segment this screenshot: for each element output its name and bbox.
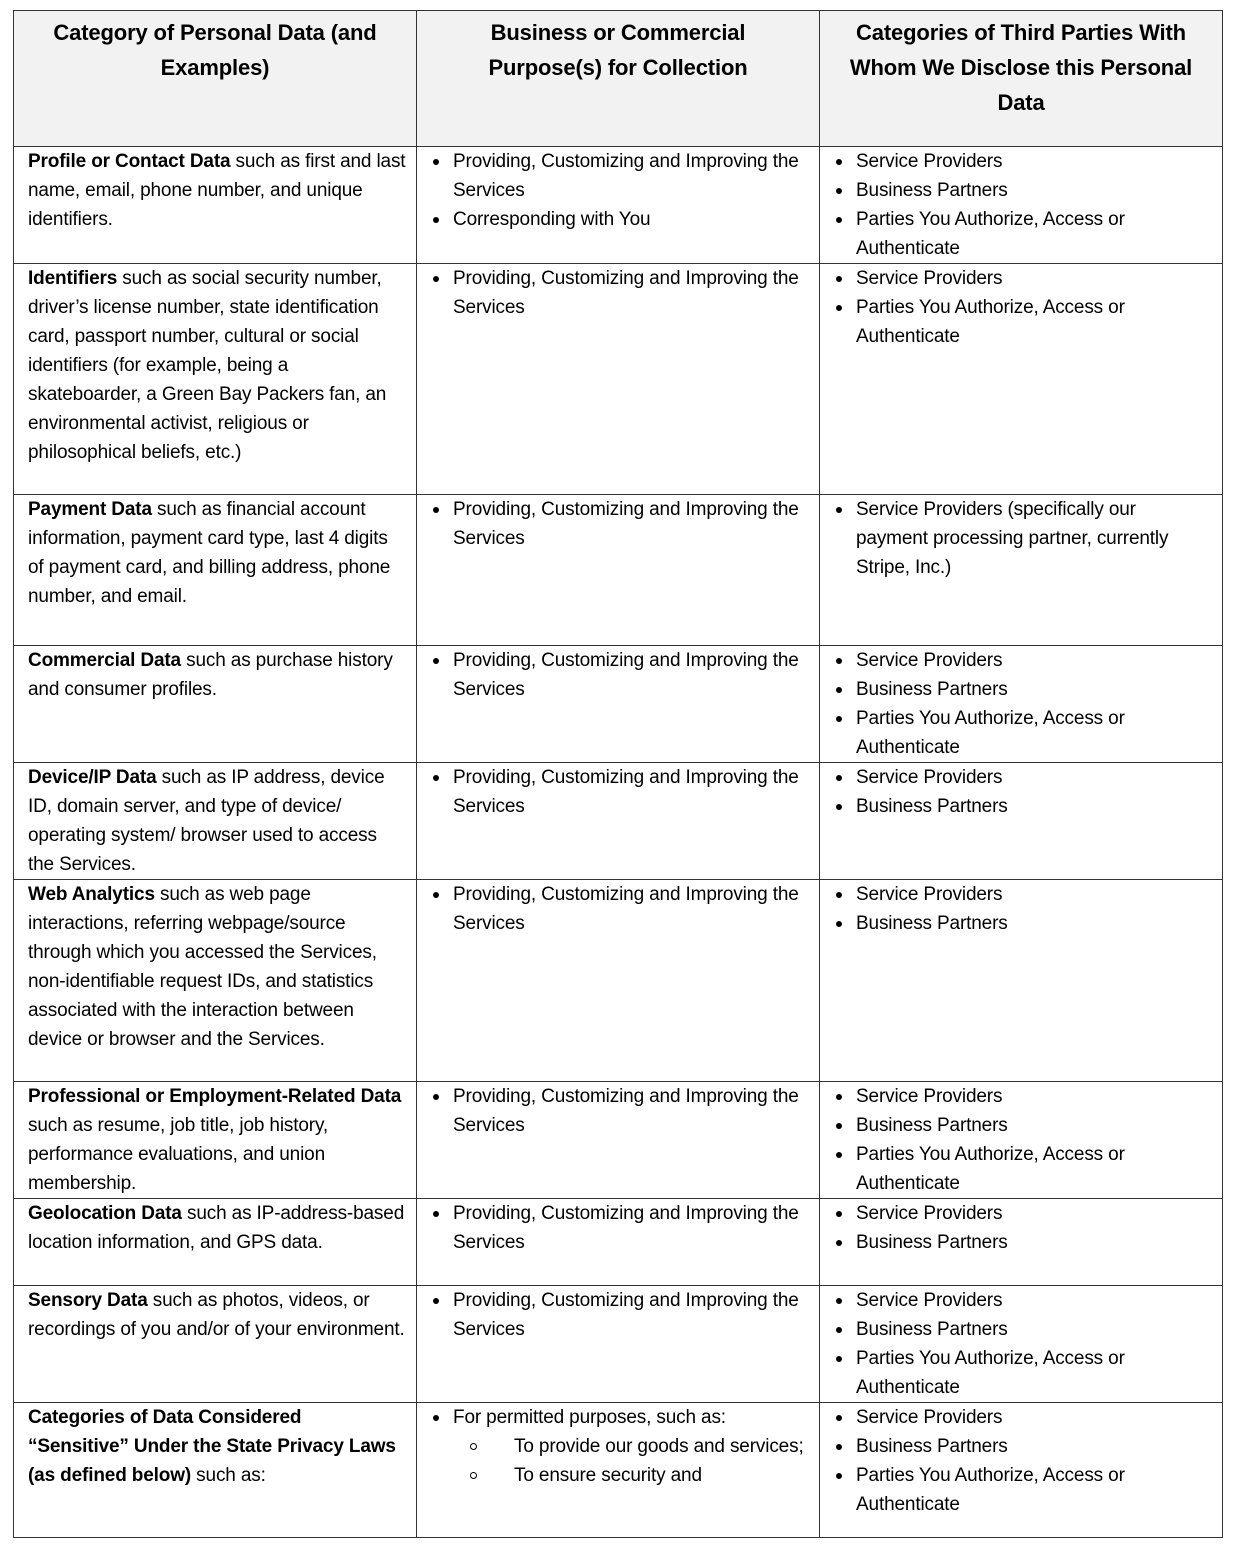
third-parties-list: [834, 264, 1212, 351]
category-cell: [14, 1286, 417, 1403]
category-name: Professional or Employment-Related Data: [28, 1086, 402, 1107]
header-purpose: Business or Commercial Purpose(s) for Collection: [417, 11, 820, 147]
category-examples: such as purchase history and consumer profiles.: [28, 650, 393, 700]
category-examples: such as social security number, driver’s license number, state identification card, passport number, cultural or social identifiers (for example, being a skateboarder, a Green Bay Packers fan, an environmental activist, religious or philosophical beliefs, etc.): [28, 268, 387, 463]
category-examples: such as:: [191, 1465, 266, 1486]
purpose-cell: [417, 880, 820, 1082]
purpose-list: [431, 1082, 809, 1140]
third-parties-cell: [820, 646, 1223, 763]
purpose-item: Providing, Customizing and Improving the Services: [431, 880, 809, 938]
purpose-list: [431, 264, 809, 322]
third-party-item: Business Partners: [834, 176, 1212, 205]
header-row: [14, 11, 1223, 147]
category-name: Payment Data: [28, 499, 152, 520]
third-parties-cell: [820, 880, 1223, 1082]
third-party-item: Parties You Authorize, Access or Authenticate: [834, 205, 1212, 263]
header-third-parties: Categories of Third Parties With Whom We Disclose this Personal Data: [820, 11, 1223, 147]
purpose-item: Providing, Customizing and Improving the Services: [431, 264, 809, 322]
third-party-item: Business Partners: [834, 792, 1212, 821]
category-examples: such as IP address, device ID, domain server, and type of device/ operating system/ browser used to access the Services.: [28, 767, 385, 875]
third-party-item: Service Providers: [834, 880, 1212, 909]
third-party-item: Parties You Authorize, Access or Authenticate: [834, 293, 1212, 351]
purpose-cell: [417, 1199, 820, 1286]
purpose-list: [431, 495, 809, 553]
third-parties-cell: [820, 1286, 1223, 1403]
third-party-item: Parties You Authorize, Access or Authenticate: [834, 1461, 1212, 1519]
third-parties-cell: [820, 495, 1223, 646]
third-party-item: Service Providers: [834, 264, 1212, 293]
purpose-list: [431, 880, 809, 938]
category-name: Commercial Data: [28, 650, 181, 671]
category-cell: [14, 646, 417, 763]
purpose-item: Corresponding with You: [431, 205, 809, 234]
table-row: [14, 646, 1223, 763]
purpose-list: [431, 1199, 809, 1257]
purpose-cell: [417, 1082, 820, 1199]
purpose-cell: [417, 495, 820, 646]
purpose-cell: [417, 147, 820, 264]
category-cell: [14, 763, 417, 880]
third-parties-list: [834, 495, 1212, 582]
third-party-item: Business Partners: [834, 1111, 1212, 1140]
third-parties-list: [834, 763, 1212, 821]
purpose-list: [431, 646, 809, 704]
purpose-item: Providing, Customizing and Improving the Services: [431, 646, 809, 704]
category-name: Categories of Data Considered “Sensitive” Under the State Privacy Laws (as defined below): [28, 1407, 396, 1486]
purpose-cell: [417, 1403, 820, 1538]
category-cell: [14, 1199, 417, 1286]
purpose-item: Providing, Customizing and Improving the Services: [431, 495, 809, 553]
header-category: Category of Personal Data (and Examples): [14, 11, 417, 147]
purpose-cell: [417, 763, 820, 880]
third-parties-list: [834, 646, 1212, 762]
personal-data-table: [13, 10, 1223, 1538]
category-cell: [14, 495, 417, 646]
purpose-subitem: To ensure security and: [431, 1461, 809, 1490]
third-parties-list: [834, 1286, 1212, 1402]
category-examples: such as resume, job title, job history, performance evaluations, and union membership.: [28, 1115, 329, 1194]
third-party-item: Service Providers: [834, 646, 1212, 675]
third-parties-cell: [820, 147, 1223, 264]
third-party-item: Business Partners: [834, 1432, 1212, 1461]
category-cell: [14, 880, 417, 1082]
purpose-list: [431, 1403, 809, 1490]
third-parties-list: [834, 147, 1212, 263]
third-parties-cell: [820, 1403, 1223, 1538]
purpose-list: [431, 763, 809, 821]
table-row: [14, 880, 1223, 1082]
third-party-item: Service Providers: [834, 147, 1212, 176]
third-parties-cell: [820, 1199, 1223, 1286]
third-party-item: Service Providers: [834, 1286, 1212, 1315]
purpose-item: Providing, Customizing and Improving the Services: [431, 763, 809, 821]
third-party-item: Service Providers: [834, 1082, 1212, 1111]
third-parties-list: [834, 880, 1212, 938]
table-row: [14, 763, 1223, 880]
purpose-list: [431, 1286, 809, 1344]
category-name: Device/IP Data: [28, 767, 157, 788]
third-parties-cell: [820, 763, 1223, 880]
third-party-item: Service Providers: [834, 1403, 1212, 1432]
third-parties-cell: [820, 1082, 1223, 1199]
third-party-item: Business Partners: [834, 675, 1212, 704]
third-party-item: Business Partners: [834, 1315, 1212, 1344]
third-party-item: Service Providers: [834, 763, 1212, 792]
third-parties-list: [834, 1403, 1212, 1519]
third-party-item: Business Partners: [834, 909, 1212, 938]
category-examples: such as first and last name, email, phone number, and unique identifiers.: [28, 151, 406, 230]
table-row: [14, 1199, 1223, 1286]
category-cell: [14, 147, 417, 264]
third-party-item: Parties You Authorize, Access or Authenticate: [834, 704, 1212, 762]
category-cell: [14, 1403, 417, 1538]
purpose-item: Providing, Customizing and Improving the Services: [431, 1286, 809, 1344]
third-party-item: Service Providers (specifically our payment processing partner, currently Stripe, Inc.): [834, 495, 1212, 582]
category-name: Web Analytics: [28, 884, 155, 905]
table-row: [14, 1403, 1223, 1538]
third-party-item: Parties You Authorize, Access or Authenticate: [834, 1344, 1212, 1402]
purpose-item: Providing, Customizing and Improving the Services: [431, 147, 809, 205]
category-name: Profile or Contact Data: [28, 151, 231, 172]
category-cell: [14, 264, 417, 495]
table-row: [14, 1082, 1223, 1199]
third-parties-list: [834, 1199, 1212, 1257]
purpose-item: For permitted purposes, such as:: [431, 1403, 809, 1432]
table-row: [14, 495, 1223, 646]
third-party-item: Service Providers: [834, 1199, 1212, 1228]
category-examples: such as IP-address-based location information, and GPS data.: [28, 1203, 405, 1253]
category-name: Identifiers: [28, 268, 118, 289]
purpose-item: Providing, Customizing and Improving the Services: [431, 1082, 809, 1140]
category-cell: [14, 1082, 417, 1199]
table-row: [14, 147, 1223, 264]
third-party-item: Business Partners: [834, 1228, 1212, 1257]
category-name: Sensory Data: [28, 1290, 148, 1311]
third-parties-cell: [820, 264, 1223, 495]
category-name: Geolocation Data: [28, 1203, 182, 1224]
third-party-item: Parties You Authorize, Access or Authenticate: [834, 1140, 1212, 1198]
purpose-subitem: To provide our goods and services;: [431, 1432, 809, 1461]
table-row: [14, 264, 1223, 495]
purpose-list: [431, 147, 809, 234]
category-examples: such as web page interactions, referring webpage/source through which you accessed the Services, non-identifiable request IDs, and statistics associated with the interaction between device or browser and the Services.: [28, 884, 377, 1050]
category-examples: such as financial account information, payment card type, last 4 digits of payment card, and billing address, phone number, and email.: [28, 499, 391, 607]
purpose-item: Providing, Customizing and Improving the Services: [431, 1199, 809, 1257]
purpose-cell: [417, 646, 820, 763]
third-parties-list: [834, 1082, 1212, 1198]
purpose-cell: [417, 1286, 820, 1403]
category-examples: such as photos, videos, or recordings of you and/or of your environment.: [28, 1290, 405, 1340]
purpose-cell: [417, 264, 820, 495]
table-row: [14, 1286, 1223, 1403]
